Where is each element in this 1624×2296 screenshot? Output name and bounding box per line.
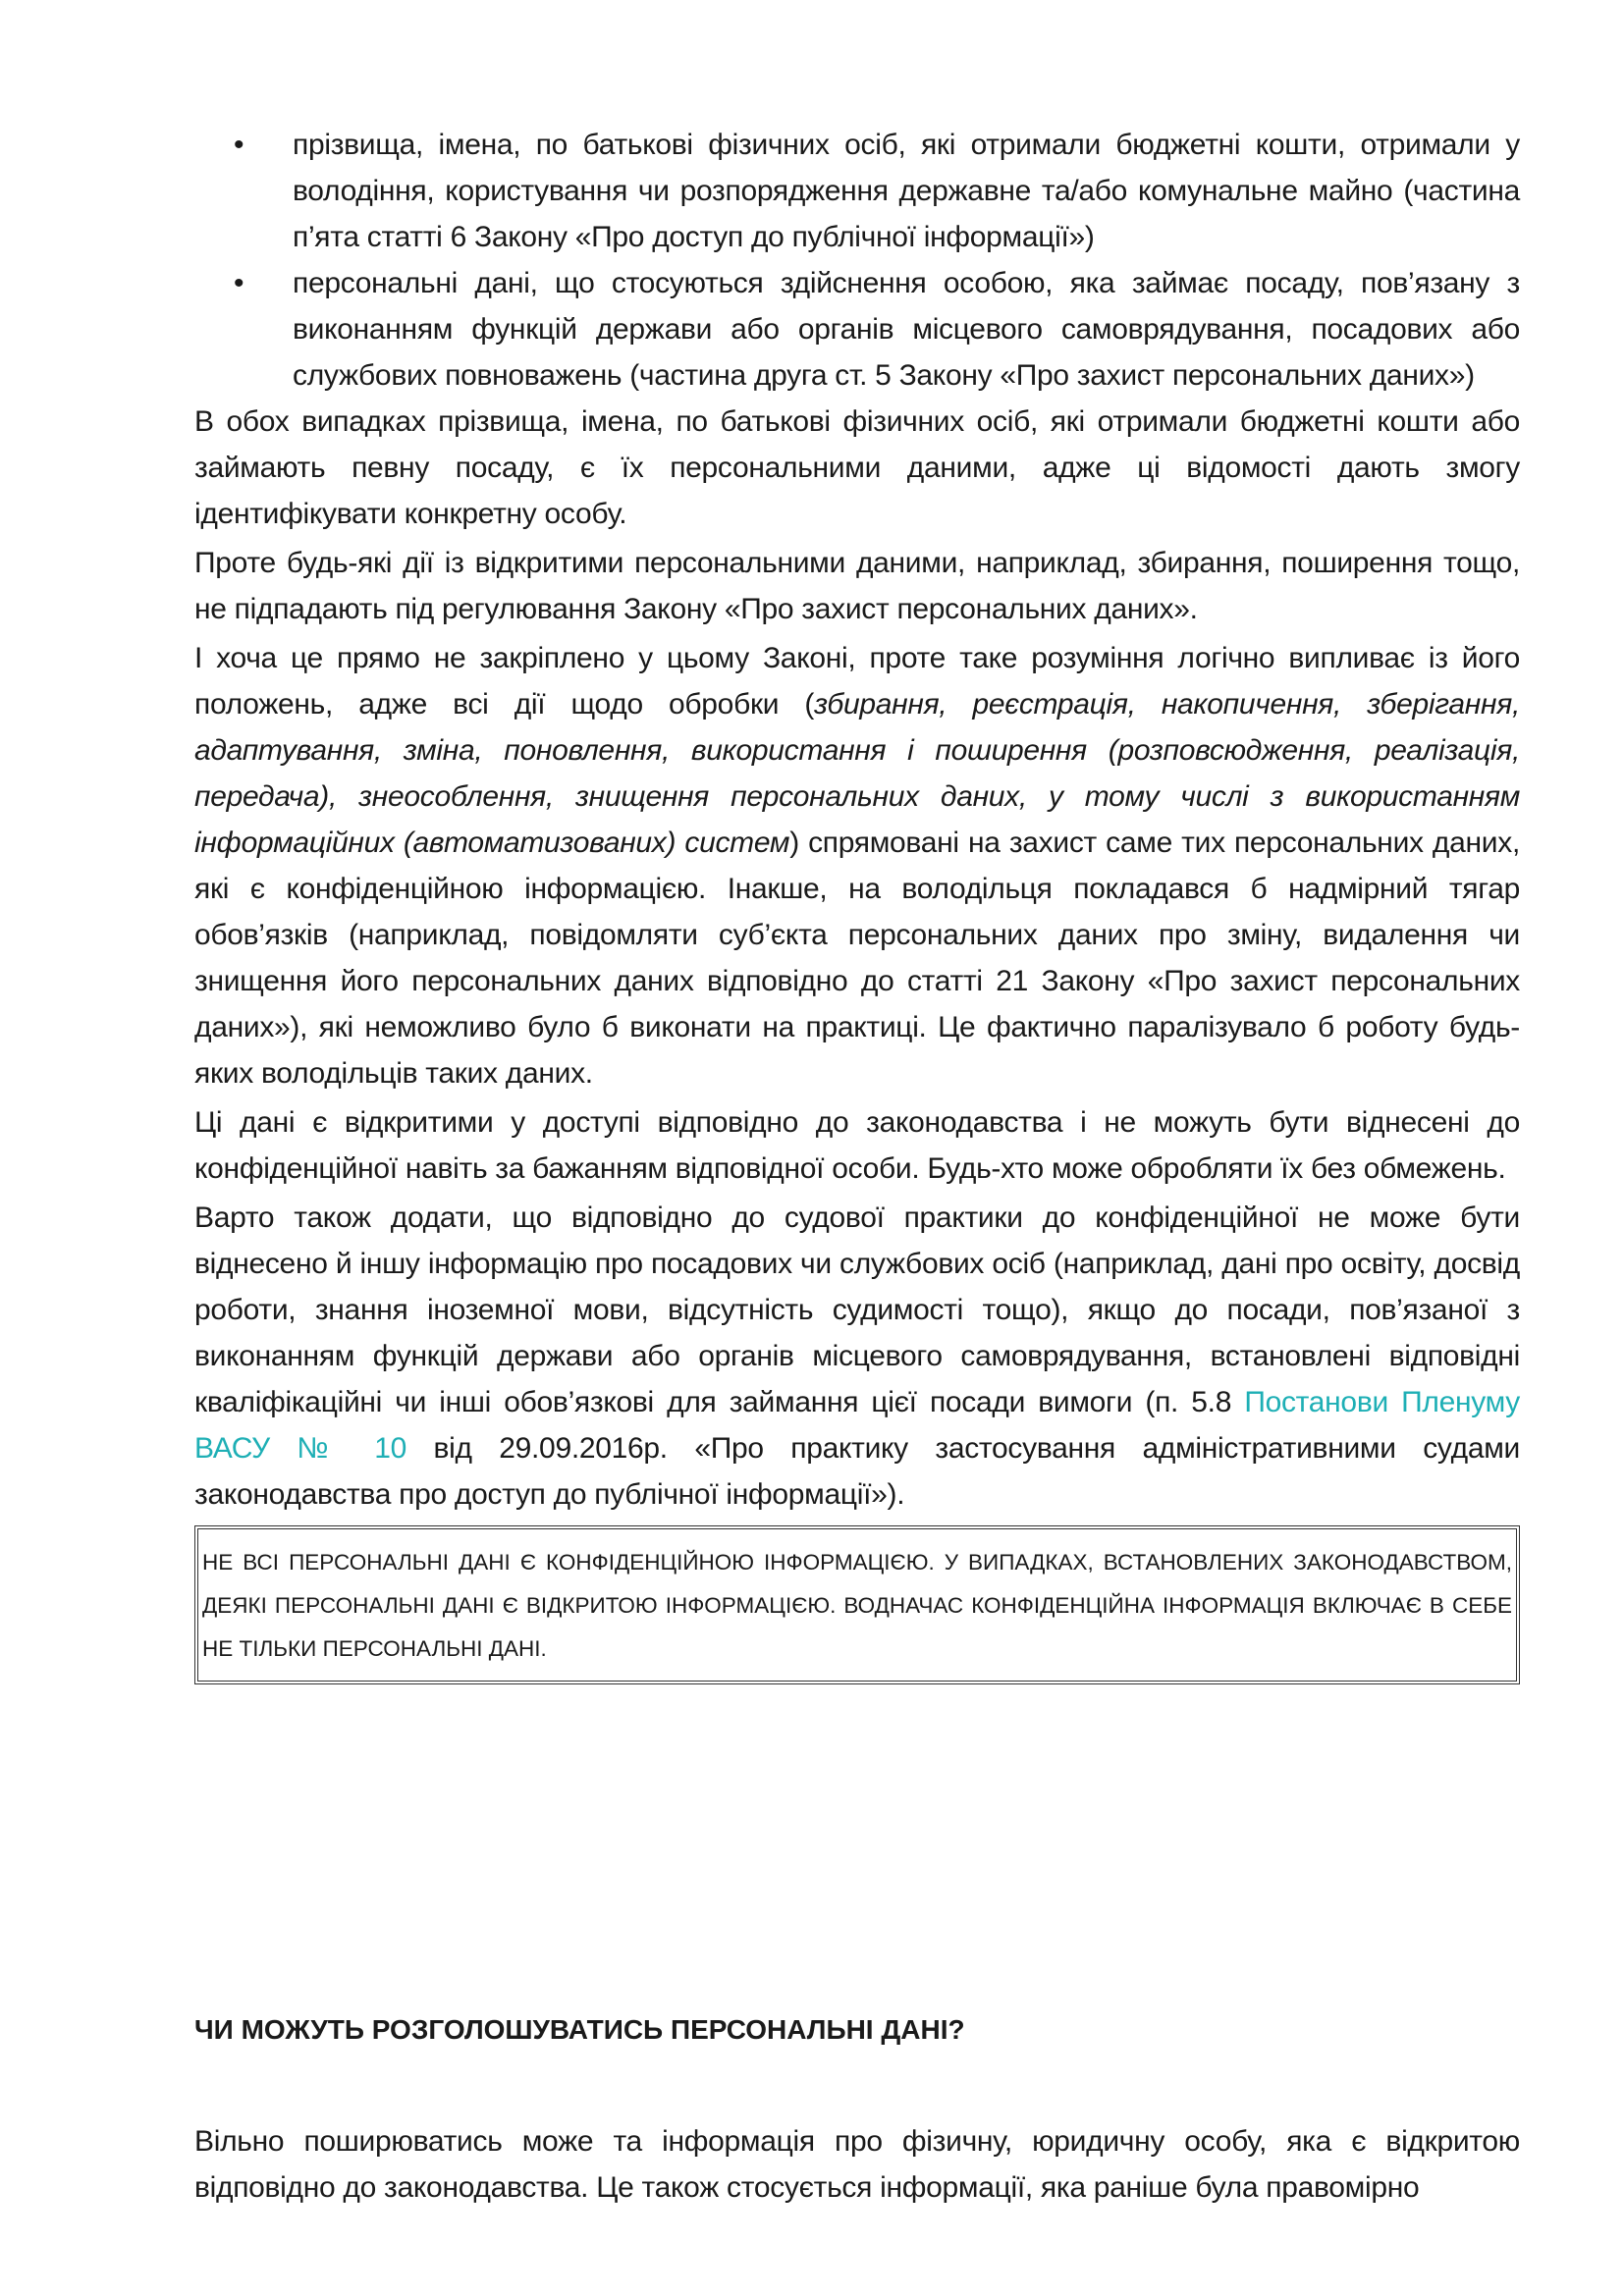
paragraph-processing-start: І хоча це прямо не закріплено у цьому Законі, проте таке розуміння логічно випливає із його положень, адже всі дії щодо обробки ( — [194, 642, 1520, 721]
section-heading: ЧИ МОЖУТЬ РОЗГОЛОШУВАТИСЬ ПЕРСОНАЛЬНІ ДАНІ? — [194, 2014, 965, 2045]
paragraph-court-practice — [194, 1195, 1520, 1518]
list-item — [234, 260, 1520, 399]
bullet-icon: • — [234, 129, 244, 161]
note-box: НЕ ВСІ ПЕРСОНАЛЬНІ ДАНІ Є КОНФІДЕНЦІЙНОЮ ІНФОРМАЦІЄЮ. У ВИПАДКАХ, ВСТАНОВЛЕНИХ ЗАКОНОДАВСТВОМ, ДЕЯКІ ПЕРСОНАЛЬНІ ДАНІ Є ВІДКРИТОЮ ІНФОРМАЦІЄЮ. ВОДНАЧАС КОНФІДЕНЦІЙНА ІНФОРМАЦІЯ ВКЛЮЧАЄ В СЕБЕ НЕ ТІЛЬКИ ПЕРСОНАЛЬНІ ДАНІ. — [194, 1525, 1520, 1684]
bullet-icon: • — [234, 267, 244, 299]
list-item — [234, 122, 1520, 260]
paragraph-disclosure: Вільно поширюватись може та інформація про фізичну, юридичну особу, яка є відкритою відповідно до законодавства. Це також стосується інформації, яка раніше була правомірно — [194, 2125, 1520, 2204]
paragraph-both-cases: В обох випадках прізвища, імена, по батькові фізичних осіб, які отримали бюджетні кошти або займають певну посаду, є їх персональними даними, адже ці відомості дають змогу ідентифікувати конкретну особу. — [194, 405, 1520, 530]
paragraph-court-practice-start: Варто також додати, що відповідно до судової практики до конфіденційної не може бути віднесено й іншу інформацію про посадових чи службових осіб (наприклад, дані про освіту, досвід роботи, знання іноземної мови, відсутність судимості тощо), якщо до посади, пов’язаної з виконанням функцій держави або органів місцевого самоврядування, встановлені відповідні кваліфікаційні чи інші обов’язкові для займання цієї посади вимоги (п. 5.8 — [194, 1201, 1520, 1418]
bullet-list — [194, 122, 1520, 399]
bullet-text: персональні дані, що стосуються здійснення особою, яка займає посаду, пов’язану з виконанням функцій держави або органів місцевого самоврядування, посадових або службових повноважень (частина друга ст. 5 Закону «Про захист персональних даних») — [293, 267, 1520, 392]
paragraph-open-access: Ці дані є відкритими у доступі відповідно до законодавства і не можуть бути віднесені до конфіденційної навіть за бажанням відповідної особи. Будь-хто може обробляти їх без обмежень. — [194, 1106, 1520, 1185]
paragraph-open-data-actions: Проте будь-які дії із відкритими персональними даними, наприклад, збирання, поширення тощо, не підпадають під регулювання Закону «Про захист персональних даних». — [194, 547, 1520, 625]
paragraph-processing-italic: збирання, реєстрація, накопичення, зберігання, адаптування, зміна, поновлення, використання і поширення (розповсюдження, реалізація, передача), знеособлення, знищення персональних даних, у тому числі з використанням інформаційних (автоматизованих) систем — [194, 688, 1520, 859]
bullet-text: прізвища, імена, по батькові фізичних осіб, які отримали бюджетні кошти, отримали у володіння, користування чи розпорядження державне та/або комунальне майно (частина п’ята статті 6 Закону «Про доступ до публічної інформації») — [293, 129, 1520, 253]
resolution-link[interactable]: Постанови Пленуму ВАСУ № 10 — [194, 1386, 1520, 1465]
paragraph-court-practice-end: від 29.09.2016р. «Про практику застосування адміністративними судами законодавства про доступ до публічної інформації»). — [194, 1432, 1520, 1511]
paragraph-processing-end: ) спрямовані на захист саме тих персональних даних, які є конфіденційною інформацією. Інакше, на володільця покладався б надмірний тягар обов’язків (наприклад, повідомляти суб’єкта персональних даних про зміну, видалення чи знищення його персональних даних відповідно до статті 21 Закону «Про захист персональних даних»), які неможливо було б виконати на практиці. Це фактично паралізувало б роботу будь-яких володільців таких даних. — [194, 827, 1520, 1090]
document-page — [194, 122, 1520, 2204]
paragraph-processing — [194, 635, 1520, 1096]
